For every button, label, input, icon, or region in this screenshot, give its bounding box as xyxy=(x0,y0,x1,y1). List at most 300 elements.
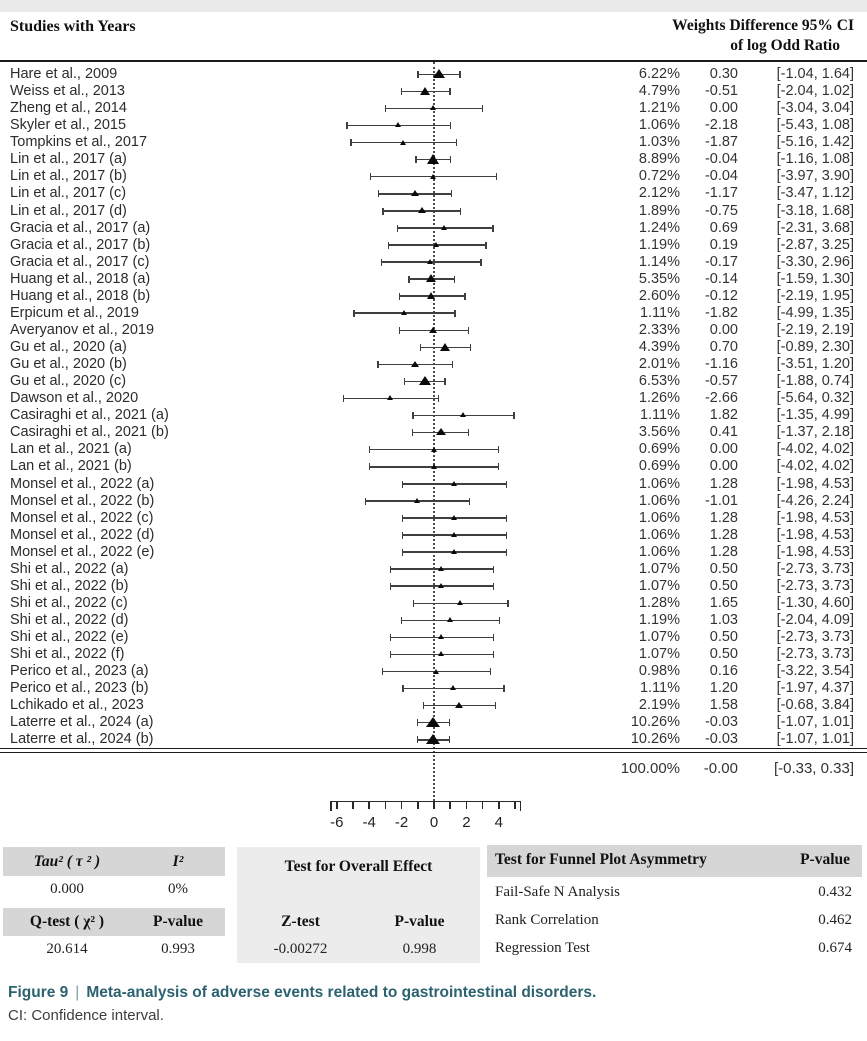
forest-row xyxy=(0,356,867,373)
axis-tick xyxy=(482,801,484,809)
difference-value: -1.17 xyxy=(704,185,738,202)
study-label: Skyler et al., 2015 xyxy=(10,117,127,134)
weight-value: 1.19% xyxy=(638,236,680,253)
effect-marker-triangle xyxy=(426,717,440,727)
i2-header: I² xyxy=(131,847,225,876)
study-label: Perico et al., 2023 (a) xyxy=(10,663,149,680)
ci-cap-right xyxy=(492,225,494,232)
effect-marker-triangle xyxy=(431,447,437,452)
difference-value: 1.20 xyxy=(709,680,738,697)
difference-value: -1.87 xyxy=(704,134,738,151)
study-label: Monsel et al., 2022 (a) xyxy=(10,475,155,492)
weight-value: 1.11% xyxy=(639,304,680,321)
ci-cap-left xyxy=(420,344,422,351)
forest-row xyxy=(0,476,867,493)
funnel-row-value: 0.432 xyxy=(818,884,852,900)
axis-tick-label: -4 xyxy=(362,814,376,831)
study-label: Lan et al., 2021 (a) xyxy=(10,441,132,458)
ci-value: [-3.30, 2.96] xyxy=(776,253,854,270)
ci-value: [-2.19, 1.95] xyxy=(776,287,854,304)
forest-row xyxy=(0,134,867,151)
forest-row xyxy=(0,373,867,390)
ci-cap-right xyxy=(454,276,456,283)
effect-marker-triangle xyxy=(426,734,440,744)
effect-marker-triangle xyxy=(387,395,393,400)
forest-row xyxy=(0,595,867,612)
ztest-pvalue-value: 0.998 xyxy=(402,940,437,957)
ci-value: [-2.73, 3.73] xyxy=(776,560,854,577)
axis-tick xyxy=(336,801,338,809)
ci-cap-right xyxy=(454,310,456,317)
weight-value: 1.21% xyxy=(638,100,680,117)
ci-cap-right xyxy=(493,566,495,573)
ci-cap-right xyxy=(498,463,500,470)
funnel-table-header xyxy=(487,845,862,877)
difference-value: -0.04 xyxy=(704,151,738,168)
axis-tick xyxy=(385,801,387,809)
funnel-row-value: 0.674 xyxy=(818,940,852,956)
weight-value: 1.03% xyxy=(638,134,680,151)
ci-value: [-1.16, 1.08] xyxy=(776,151,854,168)
difference-value: -0.75 xyxy=(704,202,738,219)
ci-value: [-1.98, 4.53] xyxy=(776,526,854,543)
study-label: Averyanov et al., 2019 xyxy=(10,321,155,338)
effect-marker-triangle xyxy=(433,242,439,247)
effect-marker-triangle xyxy=(429,327,437,333)
forest-row xyxy=(0,322,867,339)
ci-cap-right xyxy=(498,446,500,453)
ci-cap-left xyxy=(399,327,401,334)
ci-cap-left xyxy=(377,361,379,368)
effect-marker-triangle xyxy=(420,87,430,95)
effect-marker-triangle xyxy=(438,566,444,571)
ci-cap-left xyxy=(399,293,401,300)
ci-cap-right xyxy=(469,498,471,505)
weight-value: 1.06% xyxy=(638,526,680,543)
effect-marker-triangle xyxy=(447,617,453,622)
effect-marker-triangle xyxy=(450,685,456,690)
effect-marker-triangle xyxy=(438,583,444,588)
ci-cap-right xyxy=(460,208,462,215)
forest-row xyxy=(0,458,867,475)
forest-row xyxy=(0,339,867,356)
ci-cap-left xyxy=(353,310,355,317)
axis-tick-label: 0 xyxy=(429,814,439,831)
ci-cap-left xyxy=(417,736,419,743)
ci-value: [-2.87, 3.25] xyxy=(776,236,854,253)
forest-row xyxy=(0,83,867,100)
difference-value: -0.51 xyxy=(704,83,738,100)
weight-value: 1.89% xyxy=(638,202,680,219)
tau2-value: 0.000 xyxy=(50,880,84,897)
effect-marker-triangle xyxy=(460,412,466,417)
forest-row xyxy=(0,646,867,663)
axis-tick xyxy=(449,801,451,809)
weight-value: 0.98% xyxy=(638,663,680,680)
forest-row xyxy=(0,561,867,578)
difference-value: 0.50 xyxy=(709,629,738,646)
ci-cap-left xyxy=(415,156,417,163)
funnel-row-label: Fail-Safe N Analysis xyxy=(495,884,620,900)
overall-difference: -0.00 xyxy=(703,760,738,777)
weights-column-header: Weights xyxy=(672,17,726,34)
weight-value: 1.06% xyxy=(638,117,680,134)
forest-row xyxy=(0,203,867,220)
ci-value: [-2.31, 3.68] xyxy=(776,219,854,236)
effect-marker-triangle xyxy=(414,498,420,503)
ci-value: [-2.04, 1.02] xyxy=(776,83,854,100)
forest-row xyxy=(0,680,867,697)
ci-cap-right xyxy=(459,71,461,78)
study-label: Monsel et al., 2022 (b) xyxy=(10,492,155,509)
forest-row xyxy=(0,271,867,288)
ci-cap-right xyxy=(452,361,454,368)
ci-value: [-4.02, 4.02] xyxy=(776,458,854,475)
difference-value: 0.19 xyxy=(709,236,738,253)
effect-marker-triangle xyxy=(436,428,446,435)
study-label: Lin et al., 2017 (a) xyxy=(10,151,127,168)
ci-cap-right xyxy=(495,702,497,709)
weight-value: 2.33% xyxy=(638,321,680,338)
ci-cap-right xyxy=(506,481,508,488)
difference-value: 0.50 xyxy=(709,560,738,577)
forest-row xyxy=(0,288,867,305)
ci-cap-left xyxy=(412,429,414,436)
effect-marker-triangle xyxy=(451,515,457,520)
effect-marker-triangle xyxy=(433,669,439,674)
ci-cap-left xyxy=(390,651,392,658)
forest-row xyxy=(0,305,867,322)
effect-marker-triangle xyxy=(430,105,436,110)
effect-marker-triangle xyxy=(419,376,431,385)
ci-value: [-3.22, 3.54] xyxy=(776,663,854,680)
weight-value: 1.07% xyxy=(638,646,680,663)
study-label: Laterre et al., 2024 (b) xyxy=(10,731,154,748)
ci-cap-right xyxy=(506,549,508,556)
ci-value: [-1.07, 1.01] xyxy=(776,731,854,748)
difference-value: 1.28 xyxy=(709,509,738,526)
difference-value: 1.28 xyxy=(709,475,738,492)
ci-value: [-4.02, 4.02] xyxy=(776,441,854,458)
ci-cap-left xyxy=(381,259,383,266)
effect-marker-triangle xyxy=(455,702,463,708)
axis-tick xyxy=(498,801,500,809)
ci-value: [-2.19, 2.19] xyxy=(776,321,854,338)
ci-value: [-3.04, 3.04] xyxy=(776,100,854,117)
difference-value: 0.70 xyxy=(709,339,738,355)
study-label: Shi et al., 2022 (b) xyxy=(10,577,129,594)
ci-cap-right xyxy=(496,173,498,180)
difference-value: 0.00 xyxy=(709,100,738,117)
ci-cap-right xyxy=(493,634,495,641)
weight-value: 4.39% xyxy=(638,339,680,355)
ci-value: [-1.35, 4.99] xyxy=(776,407,854,424)
forest-row xyxy=(0,612,867,629)
weight-value: 0.69% xyxy=(638,458,680,475)
difference-value: 0.00 xyxy=(709,441,738,458)
caption-separator: | xyxy=(75,984,80,1001)
weight-value: 0.72% xyxy=(638,168,680,185)
study-label: Lin et al., 2017 (b) xyxy=(10,168,127,185)
weight-value: 1.06% xyxy=(638,509,680,526)
ci-cap-left xyxy=(378,190,380,197)
effect-marker-triangle xyxy=(441,225,447,230)
ci-cap-left xyxy=(369,463,371,470)
ci-cap-right xyxy=(503,685,505,692)
axis-tick xyxy=(466,801,468,809)
ci-cap-left xyxy=(417,71,419,78)
forest-row xyxy=(0,493,867,510)
axis-tick-label: -6 xyxy=(330,814,344,831)
effect-marker-triangle xyxy=(401,310,407,315)
ci-cap-left xyxy=(404,378,406,385)
ci-cap-right xyxy=(513,412,515,419)
ci-value: [-3.51, 1.20] xyxy=(776,356,854,373)
axis-tick-label: 2 xyxy=(462,814,471,831)
difference-value: -0.57 xyxy=(704,373,738,390)
forest-row xyxy=(0,151,867,168)
ci-cap-left xyxy=(412,412,414,419)
weight-value: 5.35% xyxy=(638,270,680,287)
ci-cap-left xyxy=(402,481,404,488)
overall-row xyxy=(0,760,867,778)
ci-value: [-2.04, 4.09] xyxy=(776,612,854,628)
qtest-value: 20.614 xyxy=(46,940,88,957)
ci-value: [-0.68, 3.84] xyxy=(776,697,854,714)
difference-value: -0.14 xyxy=(704,270,738,287)
ci-cap-left xyxy=(401,617,403,624)
difference-value: -1.16 xyxy=(704,356,738,373)
qtest-pvalue-value: 0.993 xyxy=(161,940,195,957)
ci-cap-right xyxy=(456,139,458,146)
study-label: Gracia et al., 2017 (b) xyxy=(10,236,151,253)
ztest-header: Z-test xyxy=(281,913,320,930)
ci-value: [-2.73, 3.73] xyxy=(776,629,854,646)
forest-row xyxy=(0,185,867,202)
axis-tick xyxy=(401,801,403,809)
ztest-value: -0.00272 xyxy=(273,940,328,957)
study-label: Lan et al., 2021 (b) xyxy=(10,458,132,475)
ci-cap-right xyxy=(449,88,451,95)
effect-column-header-line2: of log Odd Ratio xyxy=(730,37,840,54)
qtest-header: Q-test ( χ² ) xyxy=(3,908,131,936)
forest-row xyxy=(0,527,867,544)
ci-value: [-4.26, 2.24] xyxy=(776,492,854,509)
difference-value: 1.82 xyxy=(709,407,738,424)
ci-value: [-1.30, 4.60] xyxy=(776,594,854,611)
overall-ci: [-0.33, 0.33] xyxy=(773,760,854,777)
ci-cap-right xyxy=(506,515,508,522)
weight-value: 0.69% xyxy=(638,441,680,458)
weight-value: 1.28% xyxy=(638,594,680,611)
overall-separator xyxy=(0,748,867,753)
study-label: Shi et al., 2022 (d) xyxy=(10,612,129,628)
study-label: Casiraghi et al., 2021 (a) xyxy=(10,407,169,424)
effect-marker-triangle xyxy=(395,122,401,127)
ci-cap-left xyxy=(390,583,392,590)
effect-marker-triangle xyxy=(440,343,450,351)
ci-cap-left xyxy=(402,532,404,539)
difference-value: 0.69 xyxy=(709,219,738,236)
axis-tick-label: 4 xyxy=(494,814,503,831)
ci-value: [-1.37, 2.18] xyxy=(776,424,854,441)
study-label: Gu et al., 2020 (b) xyxy=(10,356,127,373)
effect-marker-triangle xyxy=(427,154,439,164)
difference-value: -0.12 xyxy=(704,287,738,304)
difference-value: -0.04 xyxy=(704,168,738,185)
weight-value: 1.26% xyxy=(638,390,680,407)
difference-value: 1.03 xyxy=(709,612,738,628)
study-label: Shi et al., 2022 (c) xyxy=(10,594,128,611)
tau2-header: Tau² ( τ ² ) xyxy=(3,847,131,876)
difference-value: -2.18 xyxy=(704,117,738,134)
caption-note: CI: Confidence interval. xyxy=(8,1007,164,1024)
ci-cap-right xyxy=(470,344,472,351)
overall-weight: 100.00% xyxy=(620,760,680,777)
study-label: Zheng et al., 2014 xyxy=(10,100,127,117)
forest-row xyxy=(0,168,867,185)
ci-cap-right xyxy=(450,156,452,163)
figure-caption xyxy=(8,984,596,1002)
caption-title: Meta-analysis of adverse events related to gastrointestinal disorders. xyxy=(86,984,597,1001)
ci-cap-right xyxy=(449,736,451,743)
study-label: Laterre et al., 2024 (a) xyxy=(10,714,154,731)
ci-cap-right xyxy=(493,583,495,590)
study-label: Monsel et al., 2022 (c) xyxy=(10,509,154,526)
effect-marker-triangle xyxy=(451,481,457,486)
ci-cap-right xyxy=(438,395,440,402)
difference-value: 0.00 xyxy=(709,321,738,338)
study-label: Huang et al., 2018 (a) xyxy=(10,270,151,287)
study-label: Tompkins et al., 2017 xyxy=(10,134,148,151)
forest-row xyxy=(0,441,867,458)
ci-cap-right xyxy=(468,429,470,436)
weight-value: 1.07% xyxy=(638,560,680,577)
forest-row xyxy=(0,663,867,680)
ci-cap-left xyxy=(390,566,392,573)
ci-cap-left xyxy=(402,685,404,692)
ci-cap-right xyxy=(450,122,452,129)
weight-value: 1.07% xyxy=(638,577,680,594)
weight-value: 1.07% xyxy=(638,629,680,646)
ci-value: [-1.07, 1.01] xyxy=(776,714,854,731)
effect-marker-triangle xyxy=(411,361,419,367)
weight-value: 8.89% xyxy=(638,151,680,168)
forest-row xyxy=(0,714,867,731)
ci-cap-right xyxy=(468,327,470,334)
forest-row xyxy=(0,254,867,271)
study-label: Hare et al., 2009 xyxy=(10,66,118,82)
weight-value: 1.24% xyxy=(638,219,680,236)
weight-value: 1.06% xyxy=(638,543,680,560)
weight-value: 2.19% xyxy=(638,697,680,714)
difference-value: 1.28 xyxy=(709,526,738,543)
weight-value: 4.79% xyxy=(638,83,680,100)
ci-value: [-5.43, 1.08] xyxy=(776,117,854,134)
weight-value: 2.12% xyxy=(638,185,680,202)
difference-value: 1.58 xyxy=(709,697,738,714)
ci-cap-right xyxy=(499,617,501,624)
study-label: Shi et al., 2022 (a) xyxy=(10,560,129,577)
study-label: Gu et al., 2020 (c) xyxy=(10,373,127,390)
ci-cap-right xyxy=(444,378,446,385)
ci-cap-left xyxy=(346,122,348,129)
ci-cap-right xyxy=(480,259,482,266)
forest-row xyxy=(0,510,867,527)
difference-value: 1.28 xyxy=(709,543,738,560)
difference-value: 0.30 xyxy=(709,66,738,82)
forest-row xyxy=(0,629,867,646)
page-top-band xyxy=(0,0,867,12)
ci-value: [-5.64, 0.32] xyxy=(776,390,854,407)
funnel-row-label: Rank Correlation xyxy=(495,912,599,928)
forest-row xyxy=(0,66,867,83)
ci-cap-left xyxy=(397,225,399,232)
ci-cap-left xyxy=(408,276,410,283)
forest-row xyxy=(0,390,867,407)
ci-value: [-3.18, 1.68] xyxy=(776,202,854,219)
weight-value: 1.11% xyxy=(639,680,680,697)
ci-cap-left xyxy=(423,702,425,709)
effect-marker-triangle xyxy=(433,69,445,78)
effect-column-header-line1 xyxy=(672,16,854,36)
i2-value: 0% xyxy=(168,880,188,897)
funnel-row-value: 0.462 xyxy=(818,912,852,928)
ci-value: [-1.88, 0.74] xyxy=(776,373,854,390)
ci-value: [-2.73, 3.73] xyxy=(776,577,854,594)
study-label: Erpicum et al., 2019 xyxy=(10,304,139,321)
ci-cap-right xyxy=(485,242,487,249)
axis-tick xyxy=(368,801,370,809)
forest-row xyxy=(0,578,867,595)
difference-value: 0.16 xyxy=(709,663,738,680)
ci-value: [-1.98, 4.53] xyxy=(776,509,854,526)
study-label: Casiraghi et al., 2021 (b) xyxy=(10,424,169,441)
forest-row xyxy=(0,220,867,237)
study-label: Lchikado et al., 2023 xyxy=(10,697,144,714)
ci-cap-left xyxy=(402,549,404,556)
forest-row xyxy=(0,100,867,117)
study-label: Gracia et al., 2017 (c) xyxy=(10,253,150,270)
funnel-row-failsafe xyxy=(487,880,862,907)
ci-value: [-1.04, 1.64] xyxy=(776,66,854,82)
overall-effect-title: Test for Overall Effect xyxy=(284,858,433,875)
difference-value: 0.50 xyxy=(709,646,738,663)
effect-marker-triangle xyxy=(427,259,433,264)
difference-value: 0.00 xyxy=(709,458,738,475)
ci-cap-right xyxy=(464,293,466,300)
weight-value: 2.60% xyxy=(638,287,680,304)
weight-value: 6.53% xyxy=(638,373,680,390)
ci-cap-right xyxy=(490,668,492,675)
ci-cap-left xyxy=(402,515,404,522)
weight-value: 6.22% xyxy=(638,66,680,82)
figure-label: Figure 9 xyxy=(8,984,69,1001)
weight-value: 1.14% xyxy=(638,253,680,270)
axis-tick xyxy=(417,801,419,809)
ci-cap-right xyxy=(482,105,484,112)
study-label: Monsel et al., 2022 (e) xyxy=(10,543,155,560)
axis-end-tick xyxy=(330,801,332,811)
difference-value: 1.65 xyxy=(709,594,738,611)
forest-row xyxy=(0,117,867,134)
difference-value: 0.41 xyxy=(709,424,738,441)
ci-cap-right xyxy=(507,600,509,607)
effect-marker-triangle xyxy=(438,651,444,656)
ci-value: [-5.16, 1.42] xyxy=(776,134,854,151)
difference-value: -2.66 xyxy=(704,390,738,407)
ci-cap-left xyxy=(382,208,384,215)
